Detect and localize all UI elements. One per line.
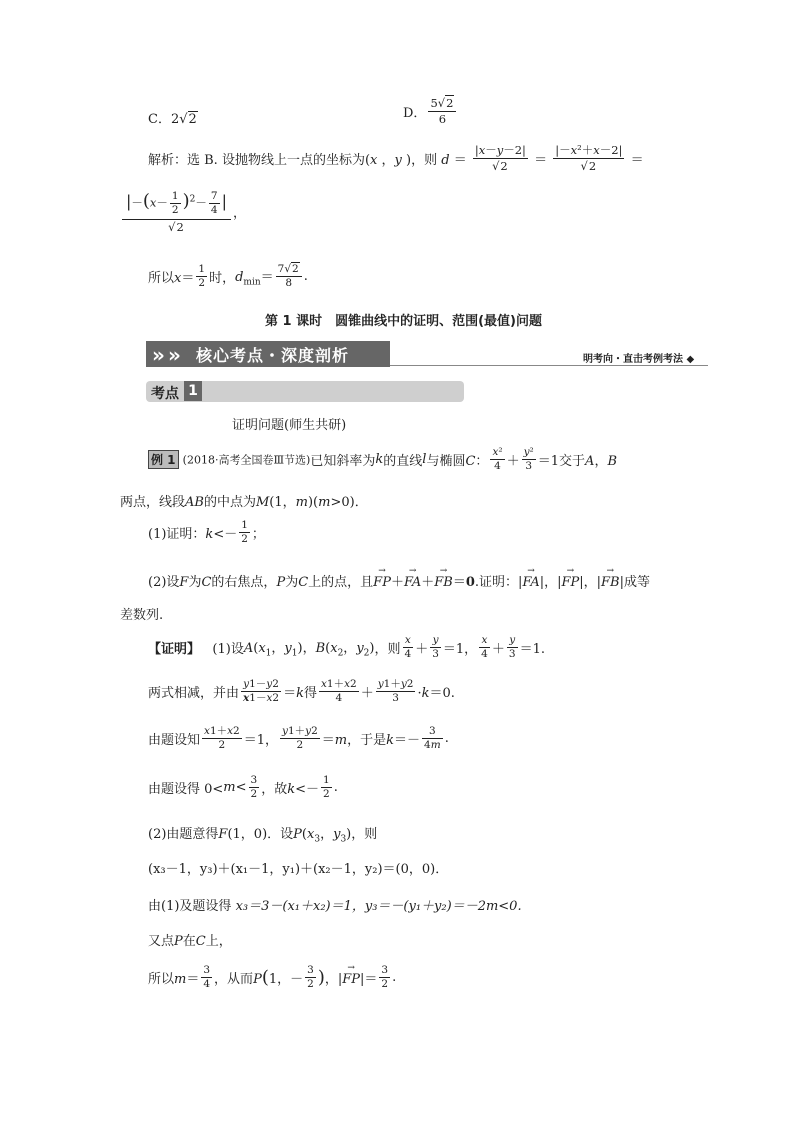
example-part-2: (2)设F为C的右焦点，P为C上的点，且→ FP＋→ FA＋→ FB＝0.证明：|→ FA|，|→ FP|，|→ FB|成等 (148, 571, 650, 590)
banner-subtitle: 明考向・直击考例考法 ◆ (583, 354, 695, 365)
banner-divider (390, 365, 708, 366)
option-c-coef: 2 (170, 112, 180, 127)
example-part-2-cont: 差数列. (120, 608, 164, 623)
chevron-right-icon-2: » (168, 343, 181, 367)
proof-line-2: 两式相减，并由 $\frac{y1-y2}{x1-x2}$ ＝k得 $\frac{x1+x2}{4}$ ＋ $\frac{y1+y2}{3}$ ·k＝0. (148, 678, 455, 704)
section-heading: 证明问题(师生共研) (232, 418, 347, 433)
lesson-title: 第 1 课时 圆锥曲线中的证明、范围(最值)问题 (265, 314, 542, 329)
option-d-label: D． (403, 106, 427, 121)
banner-title: 核心考点・深度剖析 (196, 346, 350, 365)
option-c-sqrt: √2 (179, 112, 197, 127)
option-d-fraction: $\frac{5√2}{6}$ (428, 96, 456, 127)
distance-fraction-3: |－(x－ $\frac{1}{2}$ )$^2$－ $\frac{7}{4}$ | √2 ， (120, 188, 246, 235)
proof-line-1: 【证明】 (1)设$A(x_1$，$y_1$)，$B(x_2$，$y_2$)，则 $\frac{x}{4}$ ＋ $\frac{y}{3}$ ＝1， $\frac{x}{4}$ ＋ $\frac{y}{3}$ ＝1. (148, 634, 545, 660)
option-c (148, 108, 198, 127)
proof-line-5: (2)由题意得F(1，0)．设$P(x_3$，$y_3$)，则 (148, 827, 378, 845)
diamond-icon: ◆ (686, 354, 695, 365)
proof-line-3: 由题设知 $\frac{x1+x2}{2}$ ＝1， $\frac{y1+y2}{2}$ ＝m，于是k＝－ $\frac{3}{4m}$ . (148, 725, 449, 751)
example-tag: 例 1 (148, 450, 179, 469)
proof-line-9: 所以m＝ $\frac{3}{4}$ ，从而P(1，－ $\frac{3}{2}$ )，|→ FP|＝ $\frac{3}{2}$ . (148, 964, 396, 991)
solution-then: ，则 (411, 153, 438, 168)
proof-line-7: 由(1)及题设得 x₃＝3－(x₁＋x₂)＝1，y₃＝－(y₁＋y₂)＝－2m<0. (148, 899, 522, 914)
proof-line-4: 由题设得 0<m< $\frac{3}{2}$ ，故k<－ $\frac{1}{2}$ . (148, 774, 338, 800)
option-c-label: C． (148, 112, 171, 127)
conclusion-prefix: 所以 (148, 271, 175, 286)
chevron-right-icon: » (152, 343, 165, 367)
example-line-1: 例 1 (2018·高考全国卷Ⅲ节选)已知斜率为k的直线l与椭圆C： $\frac{\text{x²}}{4}$ ＋ $\frac{\text{y²}}{3}$ ＝1交于A，B (148, 446, 617, 473)
distance-fraction-1: $\frac{|x-y-2|}{√2}$ (474, 143, 526, 173)
x-half: $\frac{1}{2}$ (198, 263, 206, 289)
dmin-fraction: $\frac{7√2}{8}$ (276, 263, 302, 290)
option-d (403, 96, 458, 127)
proof-line-8: 又点P在C上， (148, 934, 232, 949)
solution-line-1: 解析：选 B. 设抛物线上一点的坐标为(x ，y )，则 d ＝ $\frac{|x-y-2|}{√2}$ ＝ $\frac{\text{|－x²＋x－2|}}{√2}$ ＝ (148, 143, 644, 173)
solution-conclusion: 所以x＝ $\frac{1}{2}$ 时，$d_{min}=$ $\frac{7√2}{8}$ . (148, 263, 308, 289)
proof-line-6: (x₃－1，y₃)＋(x₁－1，y₁)＋(x₂－1，y₂)＝(0，0)． (148, 862, 449, 877)
example-source: (2018·高考全国卷Ⅲ节选) (182, 453, 311, 467)
solution-intro: 解析：选 B. 设抛物线上一点的坐标为( (148, 153, 371, 168)
distance-fraction-2: $\frac{\text{|－x²＋x－2|}}{√2}$ (555, 143, 623, 173)
example-line-2: 两点，线段AB的中点为M(1，m)(m>0)． (120, 495, 368, 510)
section-label: 考点 (151, 386, 179, 402)
example-part-1: (1)证明：k<－ $\frac{1}{2}$ ； (148, 519, 265, 545)
section-number: 1 (184, 381, 202, 401)
when-text: 时， (209, 271, 236, 286)
proof-tag: 【证明】 (148, 642, 201, 657)
